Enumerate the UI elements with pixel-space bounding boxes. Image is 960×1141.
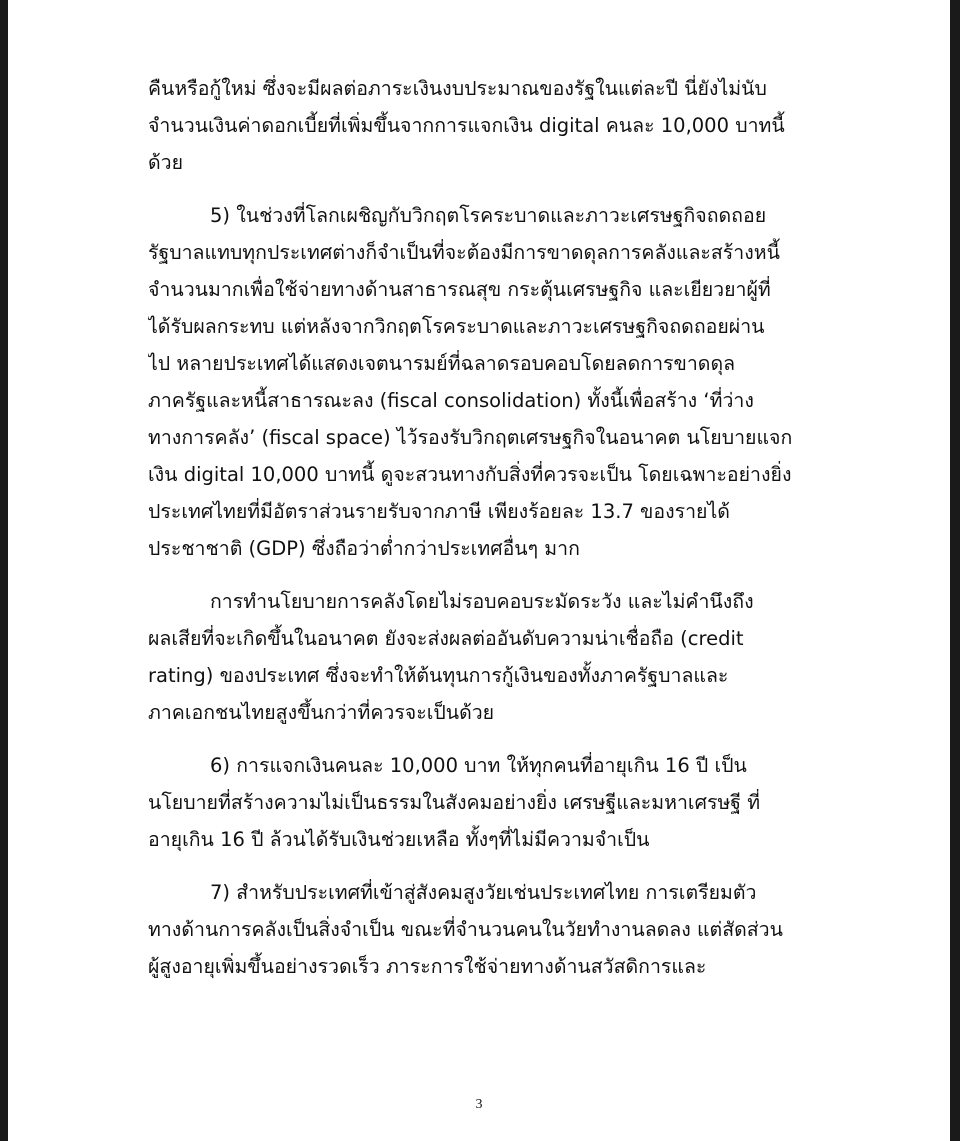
document-page	[8, 0, 950, 1141]
paragraph-fiscal	[148, 583, 828, 731]
text-line: คืนหรือกู้ใหม่ ซึ่งจะมีผลต่อภาระเงินงบประมาณของรัฐในแต่ละปี นี่ยังไม่นับ	[148, 77, 767, 100]
text-line: จำนวนมากเพื่อใช้จ่ายทางด้านสาธารณสุข กระตุ้นเศรษฐกิจ และเยียวยาผู้ที่	[148, 278, 771, 301]
paragraph-6	[148, 747, 828, 858]
right-scan-edge	[950, 0, 960, 1141]
paragraph-5	[148, 197, 828, 567]
left-scan-edge	[0, 0, 8, 1141]
text-line: จำนวนเงินค่าดอกเบี้ยที่เพิ่มขึ้นจากการแจกเงิน digital คนละ 10,000 บาทนี้	[148, 114, 785, 137]
page-number: 3	[475, 1097, 483, 1112]
text-line: ทางการคลัง’ (fiscal space) ไว้รองรับวิกฤตเศรษฐกิจในอนาคต นโยบายแจก	[148, 426, 793, 449]
text-line: รัฐบาลแทบทุกประเทศต่างก็จำเป็นที่จะต้องมีการขาดดุลการคลังและสร้างหนี้	[148, 241, 780, 264]
text-line: ผลเสียที่จะเกิดขึ้นในอนาคต ยังจะส่งผลต่ออันดับความน่าเชื่อถือ (credit	[148, 627, 744, 650]
text-line: ประเทศไทยที่มีอัตราส่วนรายรับจากภาษี เพียงร้อยละ 13.7 ของรายได้	[148, 500, 730, 523]
text-line: การทำนโยบายการคลังโดยไม่รอบคอบระมัดระวัง และไม่คำนึงถึง	[210, 590, 754, 613]
text-line: ภาคเอกชนไทยสูงขึ้นกว่าที่ควรจะเป็นด้วย	[148, 701, 495, 724]
text-line: 7) สำหรับประเทศที่เข้าสู่สังคมสูงวัยเช่นประเทศไทย การเตรียมตัว	[210, 881, 757, 904]
text-line: เงิน digital 10,000 บาทนี้ ดูจะสวนทางกับสิ่งที่ควรจะเป็น โดยเฉพาะอย่างยิ่ง	[148, 463, 792, 486]
text-line: ด้วย	[148, 151, 184, 174]
text-line: ประชาชาติ (GDP) ซึ่งถือว่าต่ำกว่าประเทศอื่นๆ มาก	[148, 537, 580, 560]
document-body	[148, 70, 828, 985]
paragraph-7	[148, 874, 828, 985]
text-line: นโยบายที่สร้างความไม่เป็นธรรมในสังคมอย่างยิ่ง เศรษฐีและมหาเศรษฐี ที่	[148, 791, 761, 814]
text-line: rating) ของประเทศ ซึ่งจะทำให้ต้นทุนการกู้เงินของทั้งภาครัฐบาลและ	[148, 664, 729, 687]
text-line: 6) การแจกเงินคนละ 10,000 บาท ให้ทุกคนที่อายุเกิน 16 ปี เป็น	[210, 754, 747, 777]
text-line: อายุเกิน 16 ปี ล้วนได้รับเงินช่วยเหลือ ทั้งๆที่ไม่มีความจำเป็น	[148, 828, 650, 851]
text-line: ได้รับผลกระทบ แต่หลังจากวิกฤตโรคระบาดและภาวะเศรษฐกิจถดถอยผ่าน	[148, 315, 765, 338]
text-line: ผู้สูงอายุเพิ่มขึ้นอย่างรวดเร็ว ภาระการใช้จ่ายทางด้านสวัสดิการและ	[148, 955, 707, 978]
text-line: 5) ในช่วงที่โลกเผชิญกับวิกฤตโรคระบาดและภาวะเศรษฐกิจถดถอย	[210, 204, 767, 227]
text-line: ภาครัฐและหนี้สาธารณะลง (fiscal consolidation) ทั้งนี้เพื่อสร้าง ‘ที่ว่าง	[148, 389, 754, 412]
text-line: ทางด้านการคลังเป็นสิ่งจำเป็น ขณะที่จำนวนคนในวัยทำงานลดลง แต่สัดส่วน	[148, 918, 783, 941]
text-line: ไป หลายประเทศได้แสดงเจตนารมย์ที่ฉลาดรอบคอบโดยลดการขาดดุล	[148, 352, 736, 375]
paragraph-intro	[148, 70, 828, 181]
